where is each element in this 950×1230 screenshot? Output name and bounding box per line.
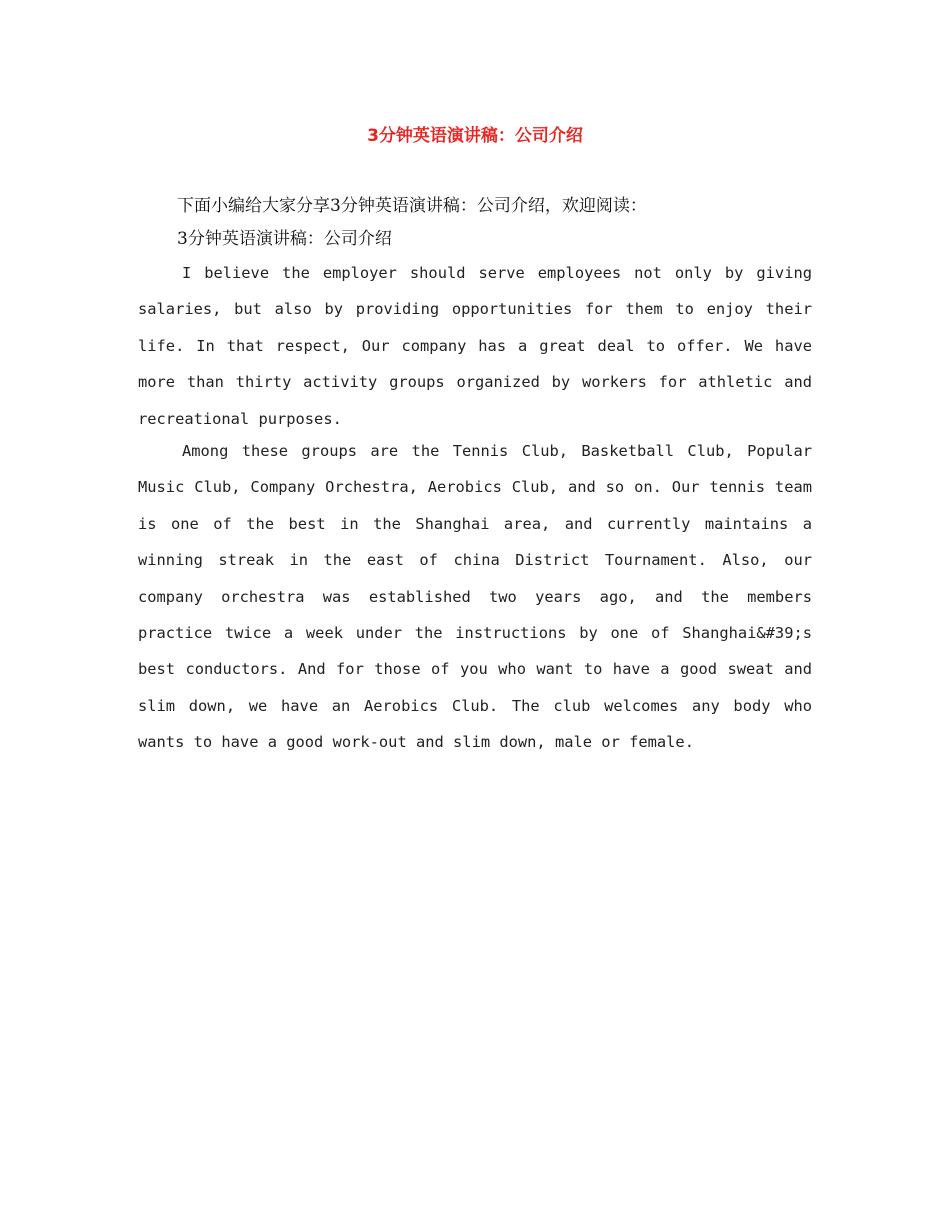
intro-line: 下面小编给大家分享3分钟英语演讲稿：公司介绍，欢迎阅读： <box>177 196 647 216</box>
subtitle-line: 3分钟英语演讲稿：公司介绍 <box>177 229 392 249</box>
paragraph-2: Among these groups are the Tennis Club, Basketball Club, Popular Music Club, Company Orchestra, Aerobics Club, and so on. Our tennis team is one of the best in the Shanghai area, and currently maintains a winning streak in the east of china District Tournament. Also, our company orchestra was established two years ago, and the members practice twice a week under the instructions by one of Shanghai&#39;s best conductors. And for those of you who want to have a good sweat and slim down, we have an Aerobics Club. The club welcomes any body who wants to have a good work-out and slim down, male or female. <box>138 442 812 752</box>
document-title: 3分钟英语演讲稿：公司介绍 <box>367 126 583 146</box>
paragraph-1: I believe the employer should serve employees not only by giving salaries, but also by providing opportunities for them to enjoy their life. In that respect, Our company has a great deal to offer. We have more than thirty activity groups organized by workers for athletic and recreational purposes. <box>138 264 812 428</box>
